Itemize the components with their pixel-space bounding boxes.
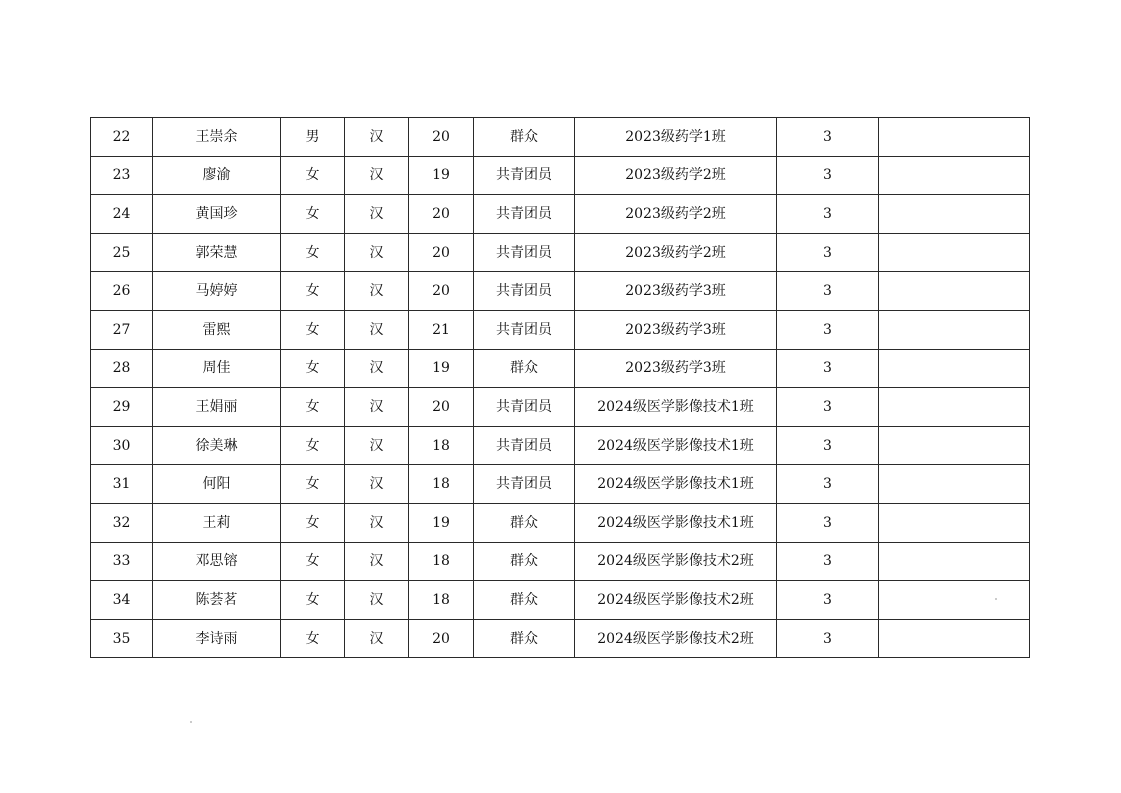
row-number-cell: 22 xyxy=(91,118,153,157)
table-row xyxy=(91,542,1030,581)
student-name-cell: 周佳 xyxy=(153,349,281,388)
gender-cell: 女 xyxy=(281,272,345,311)
age-cell: 18 xyxy=(409,465,474,504)
age-cell: 20 xyxy=(409,619,474,658)
row-number-cell: 31 xyxy=(91,465,153,504)
table-row xyxy=(91,156,1030,195)
table-row xyxy=(91,310,1030,349)
ethnicity-cell: 汉 xyxy=(345,118,409,157)
class-name-cell: 2023级药学3班 xyxy=(575,272,777,311)
ethnicity-cell: 汉 xyxy=(345,233,409,272)
student-roster-table xyxy=(90,117,1030,658)
student-name-cell: 马婷婷 xyxy=(153,272,281,311)
table-row xyxy=(91,118,1030,157)
ethnicity-cell: 汉 xyxy=(345,619,409,658)
gender-cell: 女 xyxy=(281,156,345,195)
political-status-cell: 共青团员 xyxy=(474,465,575,504)
table-row xyxy=(91,272,1030,311)
ethnicity-cell: 汉 xyxy=(345,503,409,542)
row-number-cell: 34 xyxy=(91,581,153,620)
remarks-cell xyxy=(879,503,1030,542)
student-name-cell: 李诗雨 xyxy=(153,619,281,658)
remarks-cell xyxy=(879,156,1030,195)
gender-cell: 女 xyxy=(281,233,345,272)
political-status-cell: 共青团员 xyxy=(474,310,575,349)
political-status-cell: 群众 xyxy=(474,542,575,581)
student-name-cell: 陈荟茗 xyxy=(153,581,281,620)
ethnicity-cell: 汉 xyxy=(345,156,409,195)
age-cell: 19 xyxy=(409,156,474,195)
count-cell: 3 xyxy=(777,465,879,504)
ethnicity-cell: 汉 xyxy=(345,581,409,620)
student-name-cell: 邓思镕 xyxy=(153,542,281,581)
class-name-cell: 2024级医学影像技术1班 xyxy=(575,426,777,465)
remarks-cell xyxy=(879,542,1030,581)
gender-cell: 女 xyxy=(281,619,345,658)
row-number-cell: 23 xyxy=(91,156,153,195)
student-name-cell: 郭荣慧 xyxy=(153,233,281,272)
age-cell: 20 xyxy=(409,233,474,272)
gender-cell: 女 xyxy=(281,465,345,504)
gender-cell: 女 xyxy=(281,542,345,581)
row-number-cell: 25 xyxy=(91,233,153,272)
class-name-cell: 2024级医学影像技术2班 xyxy=(575,542,777,581)
count-cell: 3 xyxy=(777,619,879,658)
count-cell: 3 xyxy=(777,118,879,157)
student-name-cell: 王崇余 xyxy=(153,118,281,157)
count-cell: 3 xyxy=(777,233,879,272)
political-status-cell: 共青团员 xyxy=(474,272,575,311)
age-cell: 20 xyxy=(409,388,474,427)
class-name-cell: 2023级药学3班 xyxy=(575,349,777,388)
ethnicity-cell: 汉 xyxy=(345,388,409,427)
gender-cell: 女 xyxy=(281,195,345,234)
ethnicity-cell: 汉 xyxy=(345,310,409,349)
political-status-cell: 群众 xyxy=(474,581,575,620)
gender-cell: 男 xyxy=(281,118,345,157)
political-status-cell: 共青团员 xyxy=(474,426,575,465)
age-cell: 20 xyxy=(409,195,474,234)
gender-cell: 女 xyxy=(281,581,345,620)
ethnicity-cell: 汉 xyxy=(345,349,409,388)
remarks-cell xyxy=(879,581,1030,620)
remarks-cell xyxy=(879,118,1030,157)
count-cell: 3 xyxy=(777,195,879,234)
class-name-cell: 2023级药学1班 xyxy=(575,118,777,157)
count-cell: 3 xyxy=(777,542,879,581)
ethnicity-cell: 汉 xyxy=(345,272,409,311)
political-status-cell: 群众 xyxy=(474,118,575,157)
political-status-cell: 共青团员 xyxy=(474,388,575,427)
class-name-cell: 2023级药学2班 xyxy=(575,156,777,195)
class-name-cell: 2024级医学影像技术1班 xyxy=(575,465,777,504)
political-status-cell: 共青团员 xyxy=(474,233,575,272)
row-number-cell: 27 xyxy=(91,310,153,349)
count-cell: 3 xyxy=(777,426,879,465)
class-name-cell: 2024级医学影像技术1班 xyxy=(575,388,777,427)
age-cell: 19 xyxy=(409,349,474,388)
political-status-cell: 共青团员 xyxy=(474,195,575,234)
count-cell: 3 xyxy=(777,156,879,195)
roster-body xyxy=(91,118,1030,658)
age-cell: 18 xyxy=(409,542,474,581)
gender-cell: 女 xyxy=(281,388,345,427)
count-cell: 3 xyxy=(777,581,879,620)
class-name-cell: 2024级医学影像技术2班 xyxy=(575,581,777,620)
age-cell: 18 xyxy=(409,426,474,465)
remarks-cell xyxy=(879,619,1030,658)
gender-cell: 女 xyxy=(281,426,345,465)
table-row xyxy=(91,619,1030,658)
table-row xyxy=(91,195,1030,234)
remarks-cell xyxy=(879,426,1030,465)
count-cell: 3 xyxy=(777,503,879,542)
row-number-cell: 24 xyxy=(91,195,153,234)
scan-speck xyxy=(190,721,192,723)
row-number-cell: 32 xyxy=(91,503,153,542)
row-number-cell: 33 xyxy=(91,542,153,581)
count-cell: 3 xyxy=(777,388,879,427)
student-name-cell: 王莉 xyxy=(153,503,281,542)
table-row xyxy=(91,465,1030,504)
ethnicity-cell: 汉 xyxy=(345,542,409,581)
table-row xyxy=(91,581,1030,620)
student-name-cell: 徐美琳 xyxy=(153,426,281,465)
political-status-cell: 群众 xyxy=(474,619,575,658)
count-cell: 3 xyxy=(777,272,879,311)
scan-speck xyxy=(995,598,997,600)
class-name-cell: 2024级医学影像技术1班 xyxy=(575,503,777,542)
class-name-cell: 2023级药学2班 xyxy=(575,233,777,272)
row-number-cell: 35 xyxy=(91,619,153,658)
row-number-cell: 26 xyxy=(91,272,153,311)
remarks-cell xyxy=(879,349,1030,388)
remarks-cell xyxy=(879,233,1030,272)
remarks-cell xyxy=(879,310,1030,349)
student-name-cell: 雷熙 xyxy=(153,310,281,349)
table-row xyxy=(91,349,1030,388)
age-cell: 20 xyxy=(409,118,474,157)
gender-cell: 女 xyxy=(281,503,345,542)
political-status-cell: 群众 xyxy=(474,503,575,542)
class-name-cell: 2023级药学2班 xyxy=(575,195,777,234)
table-row xyxy=(91,388,1030,427)
row-number-cell: 30 xyxy=(91,426,153,465)
remarks-cell xyxy=(879,195,1030,234)
class-name-cell: 2024级医学影像技术2班 xyxy=(575,619,777,658)
student-name-cell: 廖渝 xyxy=(153,156,281,195)
gender-cell: 女 xyxy=(281,310,345,349)
student-name-cell: 何阳 xyxy=(153,465,281,504)
table-row xyxy=(91,426,1030,465)
remarks-cell xyxy=(879,388,1030,427)
age-cell: 20 xyxy=(409,272,474,311)
age-cell: 19 xyxy=(409,503,474,542)
student-name-cell: 王娟丽 xyxy=(153,388,281,427)
table-row xyxy=(91,233,1030,272)
political-status-cell: 群众 xyxy=(474,349,575,388)
ethnicity-cell: 汉 xyxy=(345,465,409,504)
row-number-cell: 28 xyxy=(91,349,153,388)
count-cell: 3 xyxy=(777,349,879,388)
age-cell: 21 xyxy=(409,310,474,349)
ethnicity-cell: 汉 xyxy=(345,426,409,465)
gender-cell: 女 xyxy=(281,349,345,388)
student-name-cell: 黄国珍 xyxy=(153,195,281,234)
political-status-cell: 共青团员 xyxy=(474,156,575,195)
ethnicity-cell: 汉 xyxy=(345,195,409,234)
age-cell: 18 xyxy=(409,581,474,620)
count-cell: 3 xyxy=(777,310,879,349)
remarks-cell xyxy=(879,465,1030,504)
class-name-cell: 2023级药学3班 xyxy=(575,310,777,349)
remarks-cell xyxy=(879,272,1030,311)
table-row xyxy=(91,503,1030,542)
row-number-cell: 29 xyxy=(91,388,153,427)
